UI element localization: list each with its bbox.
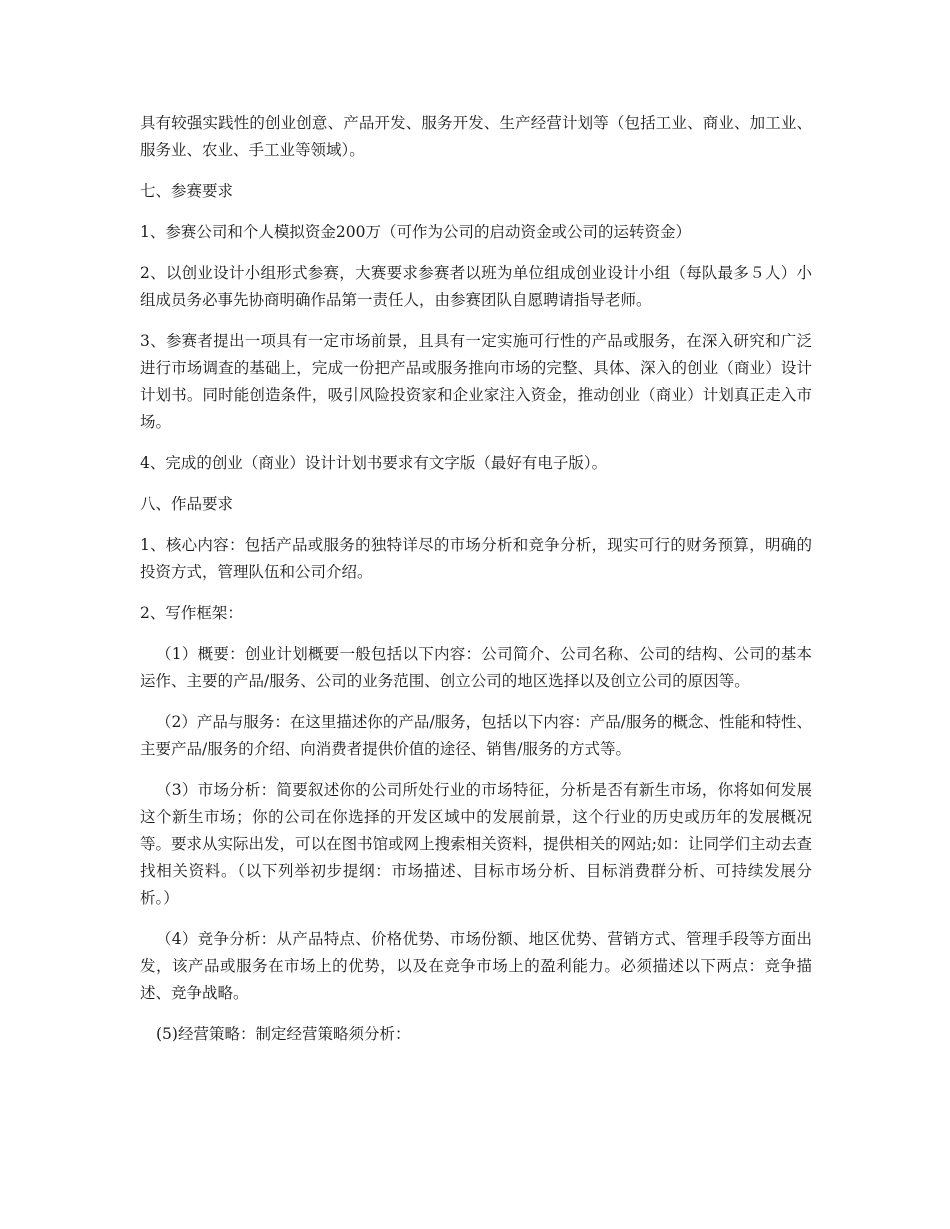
paragraph-writing-framework: 2、写作框架： [140, 604, 243, 622]
paragraph-framework-competition-analysis: （4）竞争分析：从产品特点、价格优势、市场份额、地区优势、营销方式、管理手段等方面出发，该产品或服务在市场上的优势，以及在竞争市场上的盈利能力。必须描述以下两点：竞争描述、竞争战略。 [140, 930, 812, 1002]
paragraph-core-content: 1、核心内容：包括产品或服务的独特详尽的市场分析和竞争分析，现实可行的财务预算，明确的投资方式，管理队伍和公司介绍。 [140, 536, 812, 581]
document-page [140, 110, 812, 1062]
paragraph-framework-business-strategy: (5)经营策略：制定经营策略须分析： [156, 1025, 411, 1043]
paragraph-requirement-2: 2、以创业设计小组形式参赛，大赛要求参赛者以班为单位组成创业设计小组（每队最多５人）小组成员务必事先协商明确作品第一责任人，由参赛团队自愿聘请指导老师。 [140, 264, 812, 309]
section-heading-work-requirements: 八、作品要求 [140, 495, 234, 513]
paragraph-intro-continuation: 具有较强实践性的创业创意、产品开发、服务开发、生产经营计划等（包括工业、商业、加工业、服务业、农业、手工业等领域）。 [140, 114, 812, 159]
paragraph-framework-products-services: （2）产品与服务：在这里描述你的产品/服务，包括以下内容：产品/服务的概念、性能和特性、主要产品/服务的介绍、向消费者提供价值的途径、销售/服务的方式等。 [140, 713, 812, 758]
section-heading-competition-requirements: 七、参赛要求 [140, 182, 234, 200]
paragraph-requirement-1: 1、参赛公司和个人模拟资金200万（可作为公司的启动资金或公司的运转资金） [140, 223, 691, 241]
paragraph-requirement-4: 4、完成的创业（商业）设计计划书要求有文字版（最好有电子版）。 [140, 454, 608, 472]
paragraph-framework-summary: （1）概要：创业计划概要一般包括以下内容：公司简介、公司名称、公司的结构、公司的基本运作、主要的产品/服务、公司的业务范围、创立公司的地区选择以及创立公司的原因等。 [140, 645, 812, 690]
paragraph-requirement-3: 3、参赛者提出一项具有一定市场前景，且具有一定实施可行性的产品或服务，在深入研究和广泛进行市场调查的基础上，完成一份把产品或服务推向市场的完整、具体、深入的创业（商业）设计计划书。同时能创造条件，吸引风险投资家和企业家注入资金，推动创业（商业）计划真正走入市场。 [140, 332, 812, 431]
paragraph-framework-market-analysis: （3）市场分析：简要叙述你的公司所处行业的市场特征，分析是否有新生市场，你将如何发展这个新生市场；你的公司在你选择的开发区域中的发展前景，这个行业的历史或历年的发展概况等。要求从实际出发，可以在图书馆或网上搜索相关资料，提供相关的网站;如：让同学们主动去查找相关资料。（以下列举初步提纲：市场描述、目标市场分析、目标消费群分析、可持续发展分析。） [140, 781, 812, 907]
